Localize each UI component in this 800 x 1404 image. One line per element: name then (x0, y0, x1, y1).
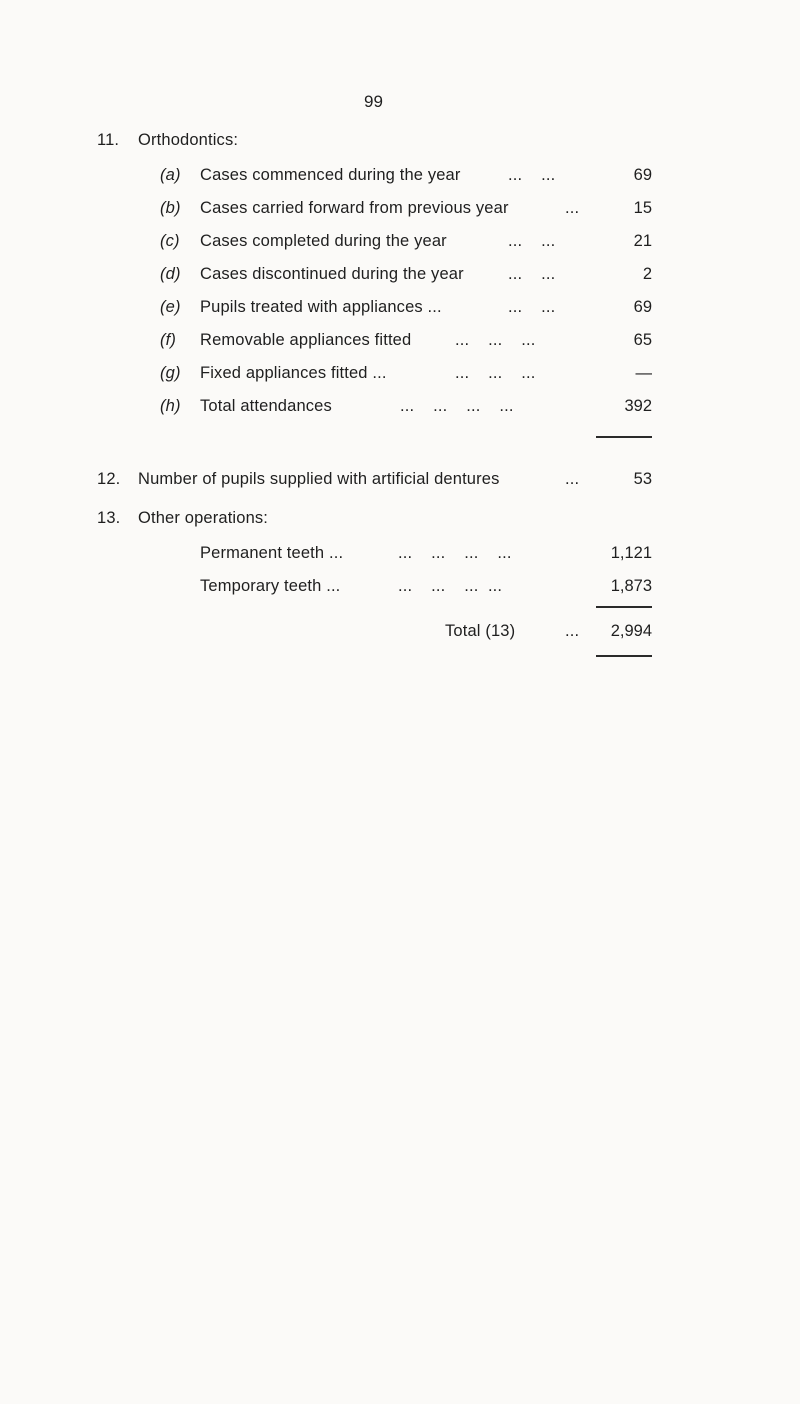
total-rule-13 (596, 655, 652, 657)
item-c-text: Cases completed during the year (200, 232, 447, 250)
subtotal-rule-11 (596, 436, 652, 438)
item-h-label: (h) (160, 397, 181, 415)
item-e-value: 69 (633, 298, 652, 316)
item-e-leader: ... ... (508, 298, 556, 316)
item-g-leader: ... ... ... (455, 364, 536, 382)
item-e-text: Pupils treated with appliances ... (200, 298, 442, 316)
section-12-value: 53 (633, 470, 652, 488)
item-h-text: Total attendances (200, 397, 332, 415)
item-a-text: Cases commenced during the year (200, 166, 461, 184)
item-d-leader: ... ... (508, 265, 556, 283)
total-13-value: 2,994 (610, 622, 652, 640)
temporary-teeth-leader: ... ... ... ... (398, 577, 503, 595)
item-g-value: — (635, 364, 652, 382)
item-f-text: Removable appliances fitted (200, 331, 412, 349)
item-f-value: 65 (633, 331, 652, 349)
item-f-label: (f) (160, 331, 177, 349)
item-c-leader: ... ... (508, 232, 556, 250)
item-b-value: 15 (633, 199, 652, 217)
item-d-label: (d) (160, 265, 181, 283)
item-g-text: Fixed appliances fitted ... (200, 364, 387, 382)
temporary-teeth-value: 1,873 (610, 577, 652, 595)
item-a-value: 69 (633, 166, 652, 184)
item-d-text: Cases discontinued during the year (200, 265, 464, 283)
item-a-leader: ... ... (508, 166, 556, 184)
item-g-label: (g) (160, 364, 181, 382)
section-13-number: 13. (97, 509, 121, 527)
section-12-heading: Number of pupils supplied with artificial dentures (138, 470, 500, 488)
item-b-leader: ... (565, 199, 580, 217)
section-13-heading: Other operations: (138, 509, 269, 527)
subtotal-rule-13 (596, 606, 652, 608)
item-b-label: (b) (160, 199, 181, 217)
section-11-number: 11. (97, 131, 120, 149)
permanent-teeth-leader: ... ... ... ... (398, 544, 512, 562)
item-b-text: Cases carried forward from previous year (200, 199, 509, 217)
item-e-label: (e) (160, 298, 181, 316)
section-12-number: 12. (97, 470, 121, 488)
item-d-value: 2 (642, 265, 652, 283)
item-c-value: 21 (633, 232, 652, 250)
permanent-teeth-text: Permanent teeth ... (200, 544, 344, 562)
permanent-teeth-value: 1,121 (610, 544, 652, 562)
item-a-label: (a) (160, 166, 181, 184)
section-12-leader: ... (565, 470, 580, 488)
section-11-heading: Orthodontics: (138, 131, 239, 149)
item-f-leader: ... ... ... (455, 331, 536, 349)
item-h-value: 392 (624, 397, 652, 415)
temporary-teeth-text: Temporary teeth ... (200, 577, 341, 595)
total-13-leader: ... (565, 622, 580, 640)
item-c-label: (c) (160, 232, 180, 250)
page-number: 99 (364, 92, 383, 111)
total-13-label: Total (13) (445, 622, 516, 640)
item-h-leader: ... ... ... ... (400, 397, 514, 415)
